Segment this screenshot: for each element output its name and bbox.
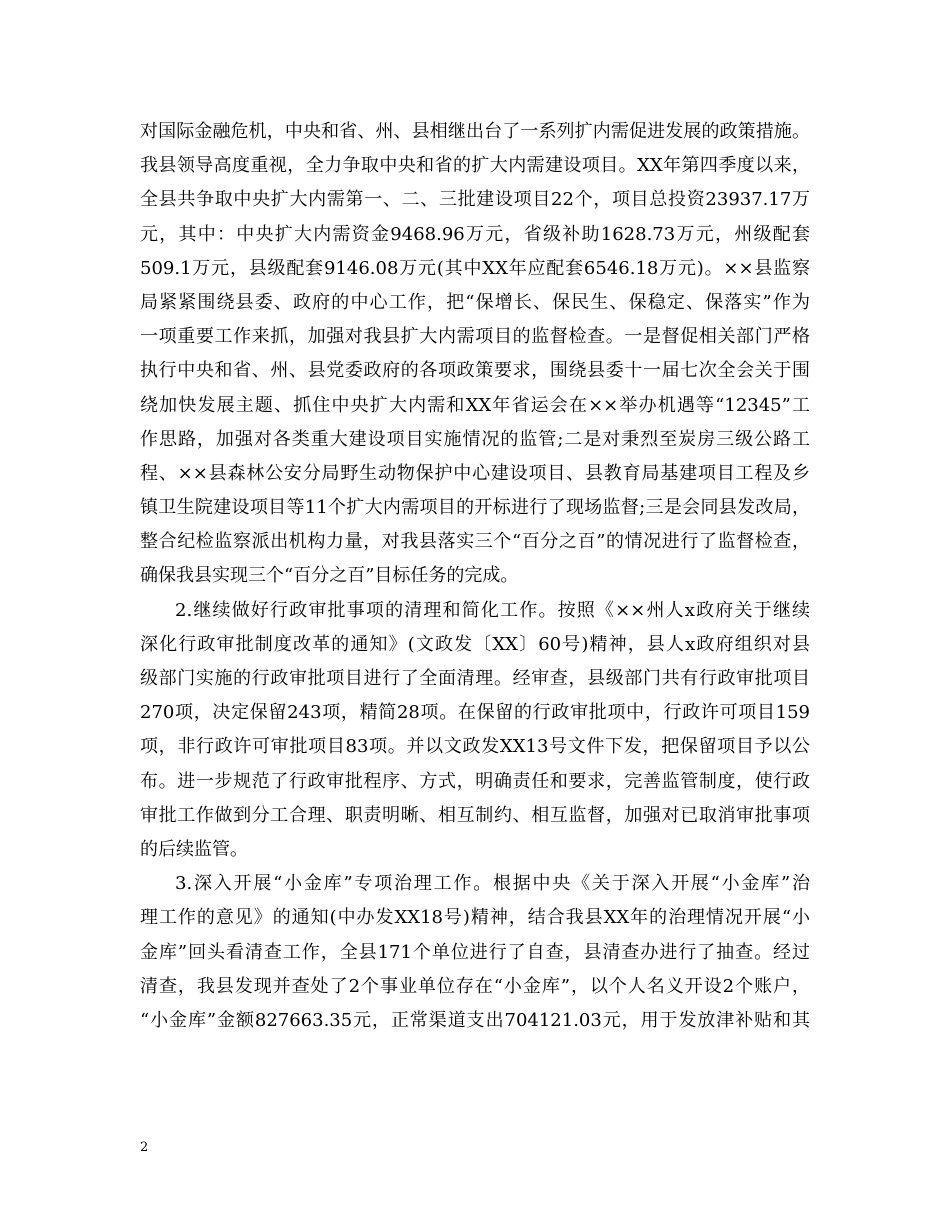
text-line: 程、××县森林公安分局野生动物保护中心建设项目、县教育局基建项目工程及乡 [140,462,810,484]
page-number: 2 [140,1140,149,1155]
text-line: 2.继续做好行政审批事项的清理和简化工作。按照《××州人x政府关于继续 [175,599,810,621]
text-line: “小金库”金额827663.35元，正常渠道支出704121.03元，用于发放津补贴和其 [140,1009,810,1031]
text-line: 整合纪检监察派出机构力量，对我县落实三个“百分之百”的情况进行了监督检查， [140,531,810,553]
text-line: 509.1万元，县级配套9146.08万元(其中XX年应配套6546.18万元)。××县监察 [140,257,810,279]
text-line: 级部门实施的行政审批项目进行了全面清理。经审查，县级部门共有行政审批项目 [140,668,810,689]
paragraph [140,594,810,868]
document-body [140,115,810,1038]
text-line: 作思路，加强对各类重大建设项目实施情况的监管;二是对秉烈至炭房三级公路工 [140,428,810,450]
text-line: 局紧紧围绕县委、政府的中心工作，把“保增长、保民生、保稳定、保落实”作为 [140,291,810,313]
text-line: 元，其中：中央扩大内需资金9468.96万元，省级补助1628.73万元，州级配套 [140,223,810,245]
text-line: 270项，决定保留243项，精简28项。在保留的行政审批项中，行政许可项目159 [140,702,810,724]
text-line: 镇卫生院建设项目等11个扩大内需项目的开标进行了现场监督;三是会同县发改局， [140,497,810,519]
paragraph [140,867,810,1038]
text-line: 清查，我县发现并查处了2个事业单位存在“小金库”，以个人名义开设2个账户， [140,975,810,997]
text-line: 项，非行政许可审批项目83项。并以文政发XX13号文件下发，把保留项目予以公 [140,736,810,758]
text-line: 对国际金融危机，中央和省、州、县相继出台了一系列扩内需促进发展的政策措施。 [140,121,810,142]
text-line: 确保我县实现三个“百分之百”目标任务的完成。 [140,565,519,587]
text-line: 的后续监管。 [140,838,248,860]
text-line: 金库”回头看清查工作，全县171个单位进行了自查，县清查办进行了抽查。经过 [140,941,810,963]
text-line: 3.深入开展“小金库”专项治理工作。根据中央《关于深入开展“小金库”治 [175,873,810,895]
text-line: 我县领导高度重视，全力争取中央和省的扩大内需建设项目。XX年第四季度以来， [140,155,810,177]
text-line: 审批工作做到分工合理、职责明晰、相互制约、相互监督，加强对已取消审批事项 [140,804,810,826]
text-line: 一项重要工作来抓，加强对我县扩大内需项目的监督检查。一是督促相关部门严格 [140,326,810,348]
text-line: 执行中央和省、州、县党委政府的各项政策要求，围绕县委十一届七次全会关于围 [140,360,810,382]
paragraph [140,115,810,594]
text-line: 全县共争取中央扩大内需第一、二、三批建设项目22个，项目总投资23937.17万 [140,189,810,211]
text-line: 绕加快发展主题、抓住中央扩大内需和XX年省运会在××举办机遇等“12345”工 [140,394,810,416]
text-line: 深化行政审批制度改革的通知》(文政发〔XX〕60号)精神，县人x政府组织对县 [140,633,810,655]
text-line: 布。进一步规范了行政审批程序、方式，明确责任和要求，完善监管制度，使行政 [140,770,810,792]
text-line: 理工作的意见》的通知(中办发XX18号)精神，结合我县XX年的治理情况开展“小 [140,907,810,929]
